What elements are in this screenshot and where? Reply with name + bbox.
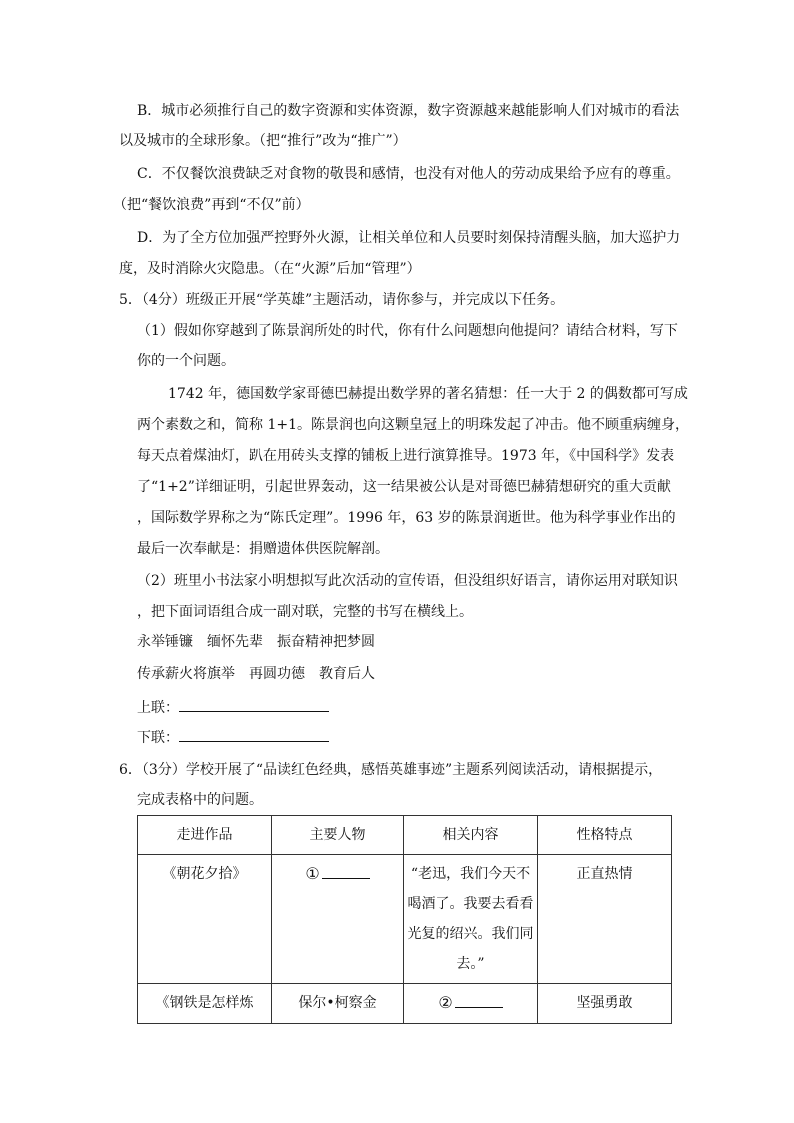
- header-work: 走进作品: [138, 816, 272, 855]
- question-5-1-line1: （1）假如你穿越到了陈景润所处的时代，你有什么问题想向他提问？请结合材料，写下: [137, 323, 678, 339]
- upper-couplet-label: 上联：: [137, 700, 179, 716]
- question-6-line2: 完成表格中的问题。: [137, 792, 263, 808]
- option-c-line1: C．不仅餐饮浪费缺乏对食物的敬畏和感情，也没有对他人的劳动成果给予应有的尊重。: [137, 166, 680, 182]
- material-line2: 两个素数之和，简称 1+1。陈景润也向这颗皇冠上的明珠发起了冲击。他不顾重病缠身，: [137, 417, 689, 433]
- option-c-line2: （把“餐饮浪费”再到“不仅”前）: [113, 197, 310, 213]
- row2-content-marker: ②: [438, 993, 453, 1012]
- table-header-row: [138, 816, 672, 855]
- row1-person-marker: ①: [305, 864, 320, 883]
- option-b-line1: B．城市必须推行自己的数字资源和实体资源，数字资源越来越能影响人们对城市的看法: [137, 103, 680, 119]
- question-5-2-line1: （2）班里小书法家小明想拟写此次活动的宣传语，但没组织好语言，请你运用对联知识: [137, 573, 678, 589]
- header-content: 相关内容: [404, 816, 538, 855]
- question-5-title: 5．（4分）班级正开展“学英雄”主题活动，请你参与，并完成以下任务。: [119, 292, 565, 308]
- upper-couplet: [137, 697, 329, 718]
- material-line5: ，国际数学界称之为“陈氏定理”。1996 年，63 岁的陈景润逝世。他为科学事业作出的: [137, 510, 676, 526]
- row1-content-line2: 喝酒了。我要去看看: [407, 896, 534, 912]
- material-line3: 每天点着煤油灯，趴在用砖头支撑的铺板上进行演算推导。1973 年，《中国科学》发表: [137, 448, 675, 464]
- table-row: [138, 855, 672, 984]
- material-line1: 1742 年，德国数学家哥德巴赫提出数学界的著名猜想：任一大于 2 的偶数都可写成: [168, 386, 688, 402]
- reading-table: [137, 815, 672, 1024]
- lower-couplet: [137, 727, 329, 748]
- word-group-1: 永举锤镰 缅怀先辈 振奋精神把梦圆: [137, 634, 375, 650]
- lower-couplet-label: 下联：: [137, 730, 179, 746]
- header-trait: 性格特点: [538, 816, 672, 855]
- question-6-line1: 6．（3分）学校开展了“品读红色经典，感悟英雄事迹”主题系列阅读活动，请根据提示，: [119, 762, 663, 778]
- material-line6: 最后一次奉献是：捐赠遗体供医院解剖。: [137, 541, 389, 557]
- row2-work: 《钢铁是怎样炼: [138, 984, 272, 1024]
- table-row: [138, 984, 672, 1024]
- row1-content-line1: “老迅，我们今天不: [410, 866, 531, 882]
- row1-content: [404, 855, 538, 984]
- row2-trait: 坚强勇敢: [538, 984, 672, 1024]
- row1-person: [272, 855, 404, 984]
- row1-content-line4: 去。”: [456, 956, 485, 972]
- header-person: 主要人物: [272, 816, 404, 855]
- upper-couplet-blank[interactable]: [179, 697, 329, 712]
- row2-content-blank[interactable]: [455, 993, 503, 1008]
- row1-person-blank[interactable]: [322, 864, 370, 879]
- option-d-line1: D．为了全方位加强严控野外火源，让相关单位和人员要时刻保持清醒头脑，加大巡护力: [137, 230, 681, 246]
- row1-content-line3: 光复的绍兴。我们同: [407, 926, 534, 942]
- lower-couplet-blank[interactable]: [179, 727, 329, 742]
- row2-person: 保尔•柯察金: [272, 984, 404, 1024]
- question-5-2-line2: ，把下面词语组合成一副对联，完整的书写在横线上。: [137, 604, 473, 620]
- row1-trait: 正直热情: [538, 855, 672, 984]
- row2-content: [404, 984, 538, 1024]
- word-group-2: 传承薪火将旗举 再圆功德 教育后人: [137, 666, 375, 682]
- question-5-1-line2: 你的一个问题。: [137, 353, 235, 369]
- material-line4: 了“1+2”详细证明，引起世界轰动，这一结果被公认是对哥德巴赫猜想研究的重大贡献: [137, 479, 671, 495]
- option-d-line2: 度，及时消除火灾隐患。（在“火源”后加“管理”）: [119, 261, 421, 277]
- row1-work: 《朝花夕拾》: [138, 855, 272, 984]
- option-b-line2: 以及城市的全球形象。（把“推行”改为“推广”）: [119, 133, 407, 149]
